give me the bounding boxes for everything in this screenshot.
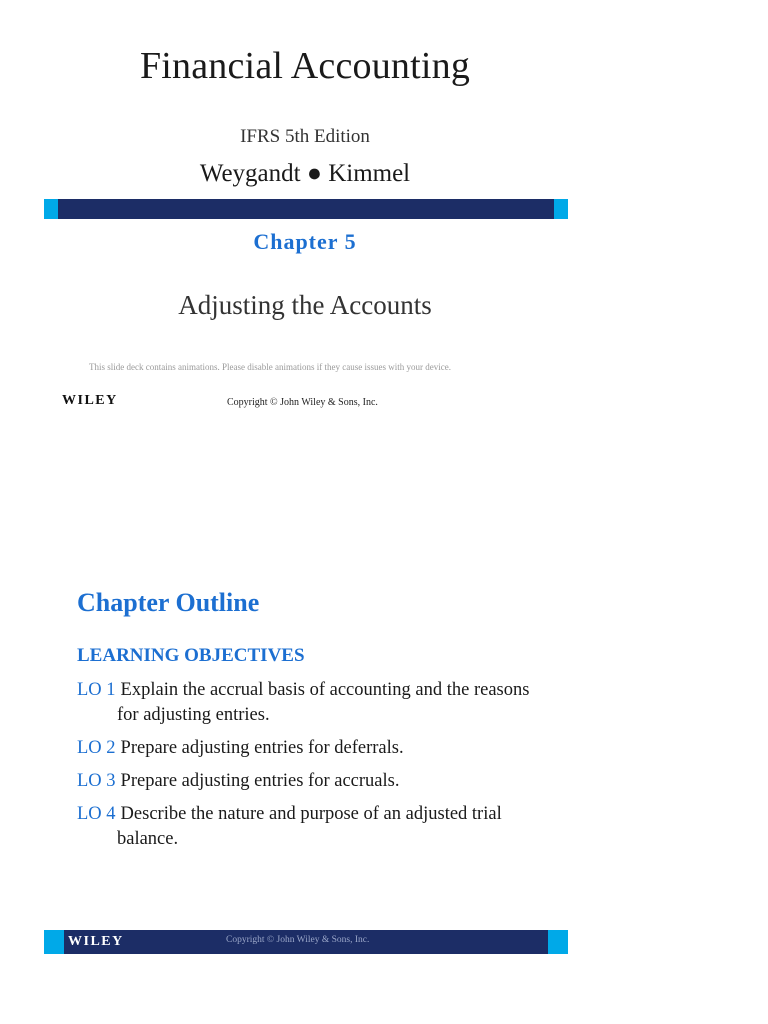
learning-objective-item bbox=[77, 802, 537, 852]
outline-slide bbox=[0, 560, 610, 960]
footer-cap-left bbox=[44, 930, 64, 954]
wiley-logo: WILEY bbox=[62, 393, 118, 408]
footer-cap-right bbox=[548, 930, 568, 954]
learning-objective-item bbox=[77, 769, 537, 794]
learning-objective-item bbox=[77, 736, 537, 761]
objective-text: Describe the nature and purpose of an adjusted trial balance. bbox=[117, 804, 502, 849]
book-title: Financial Accounting bbox=[139, 45, 471, 87]
objective-code: LO 2 bbox=[77, 738, 116, 758]
copyright-text: Copyright © John Wiley & Sons, Inc. bbox=[227, 397, 378, 408]
title-slide bbox=[0, 0, 610, 430]
footer-wiley-logo: WILEY bbox=[68, 934, 124, 949]
footer-copyright: Copyright © John Wiley & Sons, Inc. bbox=[226, 935, 370, 945]
edition-label: IFRS 5th Edition bbox=[240, 126, 370, 147]
chapter-title: Adjusting the Accounts bbox=[178, 290, 432, 320]
footer-band bbox=[44, 930, 568, 954]
objective-code: LO 3 bbox=[77, 771, 116, 791]
objective-text: Prepare adjusting entries for accruals. bbox=[120, 771, 400, 791]
chapter-number: Chapter 5 bbox=[253, 229, 357, 254]
outline-title: Chapter Outline bbox=[77, 588, 260, 617]
objective-text: Explain the accrual basis of accounting and the reasons for adjusting entries. bbox=[117, 680, 530, 725]
authors-label: Weygandt ● Kimmel bbox=[199, 160, 411, 187]
objective-code: LO 1 bbox=[77, 680, 116, 700]
objective-text: Prepare adjusting entries for deferrals. bbox=[120, 738, 404, 758]
band-cap-right bbox=[554, 199, 568, 219]
learning-objective-item bbox=[77, 678, 537, 728]
band-cap-left bbox=[44, 199, 58, 219]
objective-code: LO 4 bbox=[77, 804, 116, 824]
animation-note: This slide deck contains animations. Please disable animations if they cause issues with your device. bbox=[89, 362, 451, 372]
learning-objectives-heading: LEARNING OBJECTIVES bbox=[77, 645, 305, 666]
title-divider-band bbox=[44, 199, 568, 219]
learning-objectives-list bbox=[77, 678, 537, 860]
